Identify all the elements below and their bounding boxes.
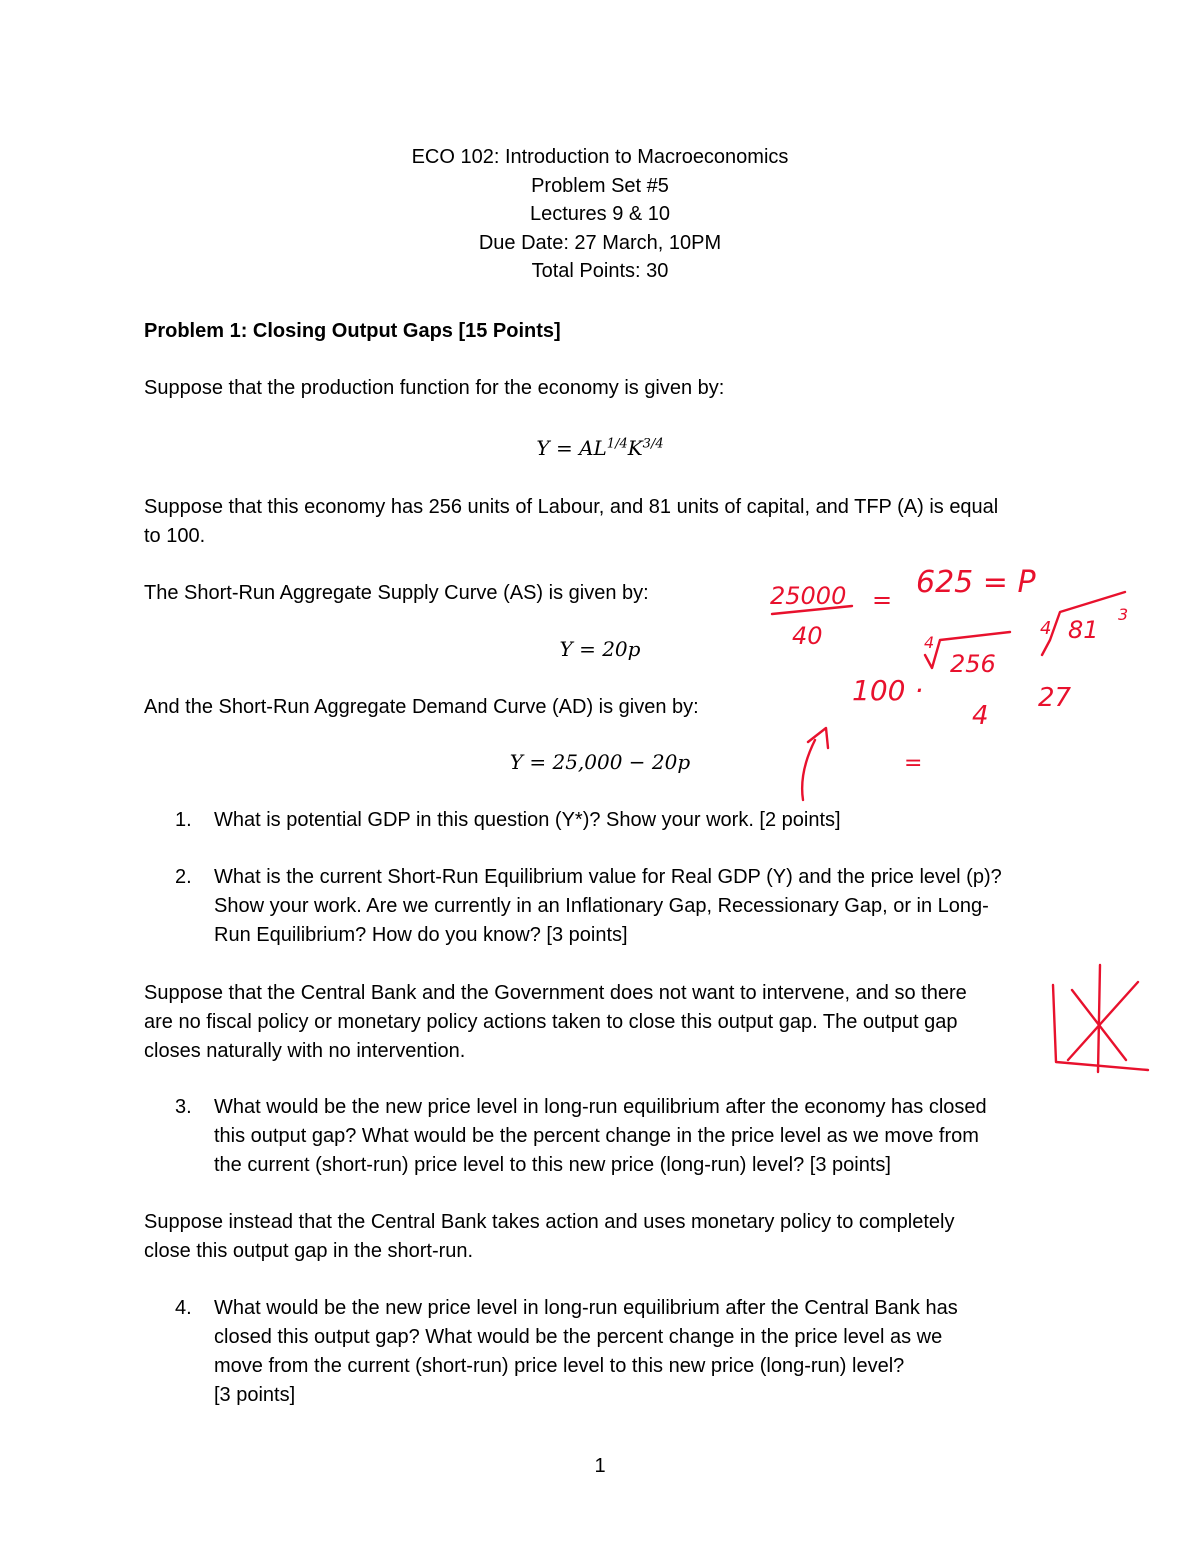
- problem-set-title: Problem Set #5: [531, 174, 669, 197]
- fraction-denominator: 40: [792, 622, 823, 650]
- labor-root-value: 4: [972, 701, 989, 731]
- as-curve-intro: The Short-Run Aggregate Supply Curve (AS) is given by:: [144, 582, 649, 604]
- paragraph-line: Suppose that the Central Bank and the Government does not want to intervene, and so there: [144, 982, 967, 1004]
- equals-below: =: [904, 751, 923, 776]
- question-line: this output gap? What would be the percent change in the price level as we move from: [214, 1125, 979, 1147]
- paragraph-line: Suppose instead that the Central Bank takes action and uses monetary policy to completely: [144, 1211, 955, 1233]
- paragraph-line: close this output gap in the short-run.: [144, 1240, 474, 1262]
- lectures-line: Lectures 9 & 10: [529, 203, 671, 226]
- course-title: ECO 102: Introduction to Macroeconomics: [411, 146, 789, 168]
- page-number: 1: [594, 1455, 606, 1477]
- question-number: 1.: [175, 809, 192, 831]
- question-line: [3 points]: [214, 1384, 296, 1406]
- question-line: Show your work. Are we currently in an Inflationary Gap, Recessionary Gap, or in Long-: [214, 895, 989, 917]
- question-line: What would be the new price level in long-run equilibrium after the Central Bank has: [214, 1297, 958, 1319]
- tfp-factor: 100 ·: [852, 674, 924, 707]
- question-line: the current (short-run) price level to this new price (long-run) level? [3 points]: [214, 1154, 891, 1176]
- ad-curve-intro: And the Short-Run Aggregate Demand Curve (AD) is given by:: [144, 696, 699, 718]
- question-line: What is potential GDP in this question (Y*)? Show your work. [2 points]: [214, 809, 841, 831]
- question-line: What would be the new price level in long-run equilibrium after the economy has closed: [214, 1096, 987, 1118]
- graph-line-ad: [1068, 982, 1138, 1060]
- question-line: Run Equilibrium? How do you know? [3 points]: [214, 924, 628, 946]
- fraction-numerator: 25000: [770, 582, 847, 610]
- capital-radicand: 81: [1068, 616, 1099, 644]
- paragraph-line: are no fiscal policy or monetary policy actions taken to close this output gap. The output gap: [144, 1011, 958, 1033]
- question-line: closed this output gap? What would be the percent change in the price level as we: [214, 1326, 943, 1348]
- due-date: Due Date: 27 March, 10PM: [478, 231, 722, 254]
- labor-root-index: 4: [924, 633, 935, 652]
- problem-1-title: Problem 1: Closing Output Gaps [15 Points]: [144, 320, 561, 342]
- equals-sign: =: [872, 586, 893, 614]
- paragraph-line: closes naturally with no intervention.: [144, 1040, 466, 1062]
- capital-root-index: 4: [1040, 618, 1052, 639]
- question-line: What is the current Short-Run Equilibrium value for Real GDP (Y) and the price level (p)?: [214, 866, 1002, 888]
- production-function-intro: Suppose that the production function for the economy is given by:: [144, 377, 725, 399]
- total-points: Total Points: 30: [531, 260, 669, 283]
- ad-equation: Y = 25,000 − 20p: [509, 750, 691, 774]
- assumptions-line: to 100.: [144, 525, 206, 547]
- price-result: 625 = P: [916, 565, 1036, 600]
- capital-exponent: 3/4: [642, 436, 664, 452]
- arrow-icon: [802, 728, 828, 800]
- question-number: 2.: [175, 866, 192, 888]
- labor-radicand: 256: [950, 650, 996, 678]
- capital-root-value: 27: [1038, 683, 1072, 713]
- graph-vertical-line: [1098, 965, 1100, 1072]
- question-line: move from the current (short-run) price level to this new price (long-run) level?: [214, 1355, 905, 1377]
- as-equation: Y = 20p: [559, 637, 641, 661]
- labor-exponent: 1/4: [606, 436, 628, 452]
- production-function-lhs: Y = AL: [536, 436, 607, 460]
- production-function-capital: K: [627, 436, 643, 460]
- assumptions-line: Suppose that this economy has 256 units of Labour, and 81 units of capital, and TFP (A) is equal: [144, 496, 999, 518]
- capital-power: 3: [1118, 605, 1129, 624]
- question-number: 4.: [175, 1297, 192, 1319]
- question-number: 3.: [175, 1096, 192, 1118]
